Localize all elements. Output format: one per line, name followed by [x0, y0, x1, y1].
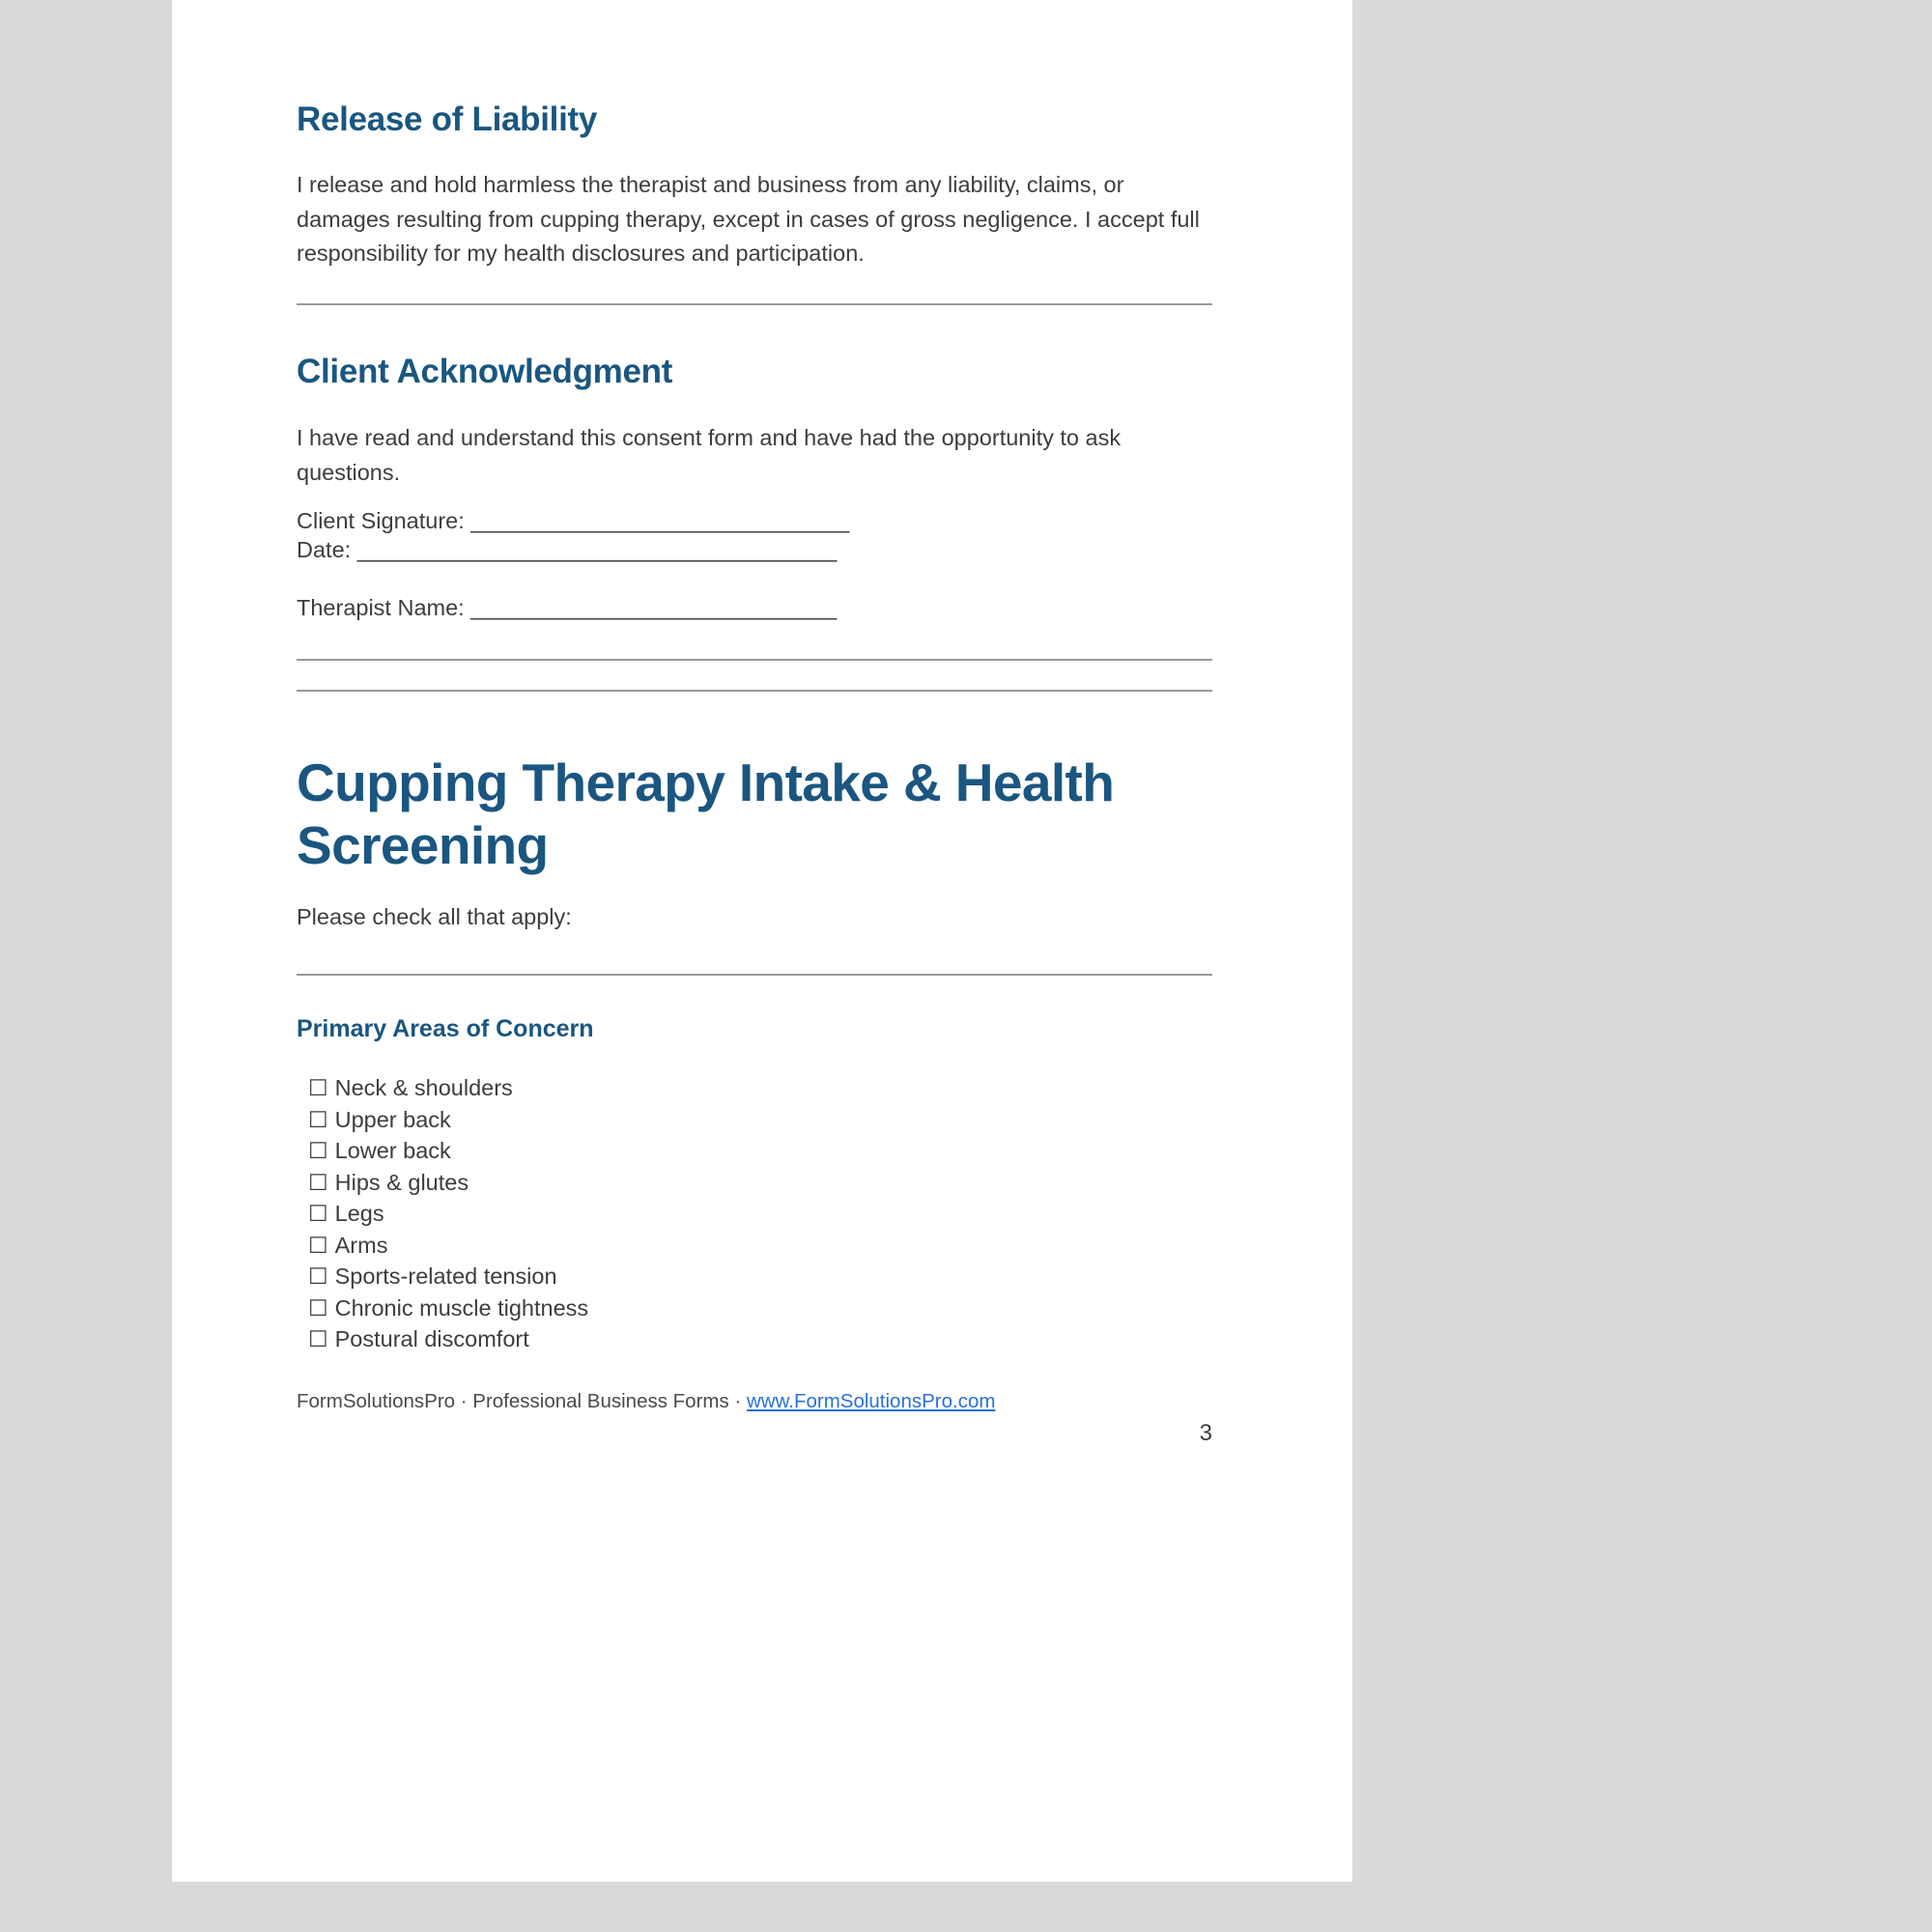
footer-text: FormSolutionsPro · Professional Business Forms · — [297, 1390, 747, 1412]
checkbox-list-item[interactable] — [297, 1261, 588, 1293]
checkbox-list-item[interactable] — [297, 1323, 588, 1355]
checkbox-label: Sports-related tension — [334, 1264, 557, 1289]
section-divider-3 — [297, 690, 1212, 692]
checkbox-list-item[interactable] — [297, 1167, 588, 1199]
release-of-liability-paragraph: I release and hold harmless the therapist and business from any liability, claims, or damages resulting from cupping therapy, except in cases of gross negligence. I accept full responsibility for my health disclosures and participation. — [297, 172, 1200, 267]
page-number: 3 — [1199, 1420, 1212, 1446]
checkbox-label: Lower back — [334, 1138, 451, 1163]
primary-areas-of-concern-heading: Primary Areas of Concern — [297, 1015, 594, 1042]
checkbox-icon[interactable]: ☐ — [308, 1075, 328, 1100]
checkbox-label: Legs — [334, 1201, 384, 1226]
checkbox-list-item[interactable] — [297, 1230, 588, 1262]
checkbox-label: Neck & shoulders — [334, 1075, 513, 1100]
document-page — [172, 0, 1352, 1882]
primary-areas-checkbox-list — [297, 1072, 588, 1355]
client-acknowledgment-heading: Client Acknowledgment — [297, 353, 673, 390]
footer — [297, 1389, 1212, 1415]
checkbox-icon[interactable]: ☐ — [308, 1201, 328, 1226]
checkbox-icon[interactable]: ☐ — [308, 1232, 328, 1258]
signature-fields-group — [297, 506, 849, 564]
client-signature-field[interactable]: Client Signature: ______________________________ — [297, 508, 850, 533]
checkbox-icon[interactable]: ☐ — [308, 1294, 328, 1321]
section-divider-1 — [297, 303, 1212, 305]
date-field[interactable]: Date: ______________________________________ — [297, 537, 838, 563]
checkbox-label: Postural discomfort — [334, 1326, 529, 1351]
checkbox-list-item[interactable] — [297, 1072, 588, 1104]
check-all-instruction: Please check all that apply: — [297, 904, 572, 929]
checkbox-list-item[interactable] — [297, 1104, 588, 1136]
checkbox-icon[interactable]: ☐ — [308, 1169, 328, 1195]
intake-section-title: Cupping Therapy Intake & Health Screening — [297, 753, 1115, 875]
checkbox-icon[interactable]: ☐ — [308, 1264, 328, 1289]
client-acknowledgment-paragraph: I have read and understand this consent form and have had the opportunity to ask questions. — [297, 425, 1122, 485]
checkbox-list-item[interactable] — [297, 1293, 588, 1324]
checkbox-icon[interactable]: ☐ — [308, 1138, 328, 1163]
checkbox-list-item[interactable] — [297, 1198, 588, 1230]
checkbox-icon[interactable]: ☐ — [308, 1326, 328, 1351]
checkbox-label: Chronic muscle tightness — [334, 1294, 589, 1321]
checkbox-label: Hips & glutes — [334, 1169, 469, 1195]
footer-website-link[interactable]: www.FormSolutionsPro.com — [746, 1390, 996, 1412]
section-divider-4 — [297, 974, 1212, 976]
release-of-liability-heading: Release of Liability — [297, 100, 598, 138]
checkbox-list-item[interactable] — [297, 1135, 588, 1167]
checkbox-label: Upper back — [334, 1106, 451, 1132]
therapist-name-field[interactable]: Therapist Name: _____________________________ — [297, 595, 838, 620]
checkbox-label: Arms — [334, 1232, 388, 1258]
checkbox-icon[interactable]: ☐ — [308, 1106, 328, 1132]
section-divider-2 — [297, 659, 1212, 661]
